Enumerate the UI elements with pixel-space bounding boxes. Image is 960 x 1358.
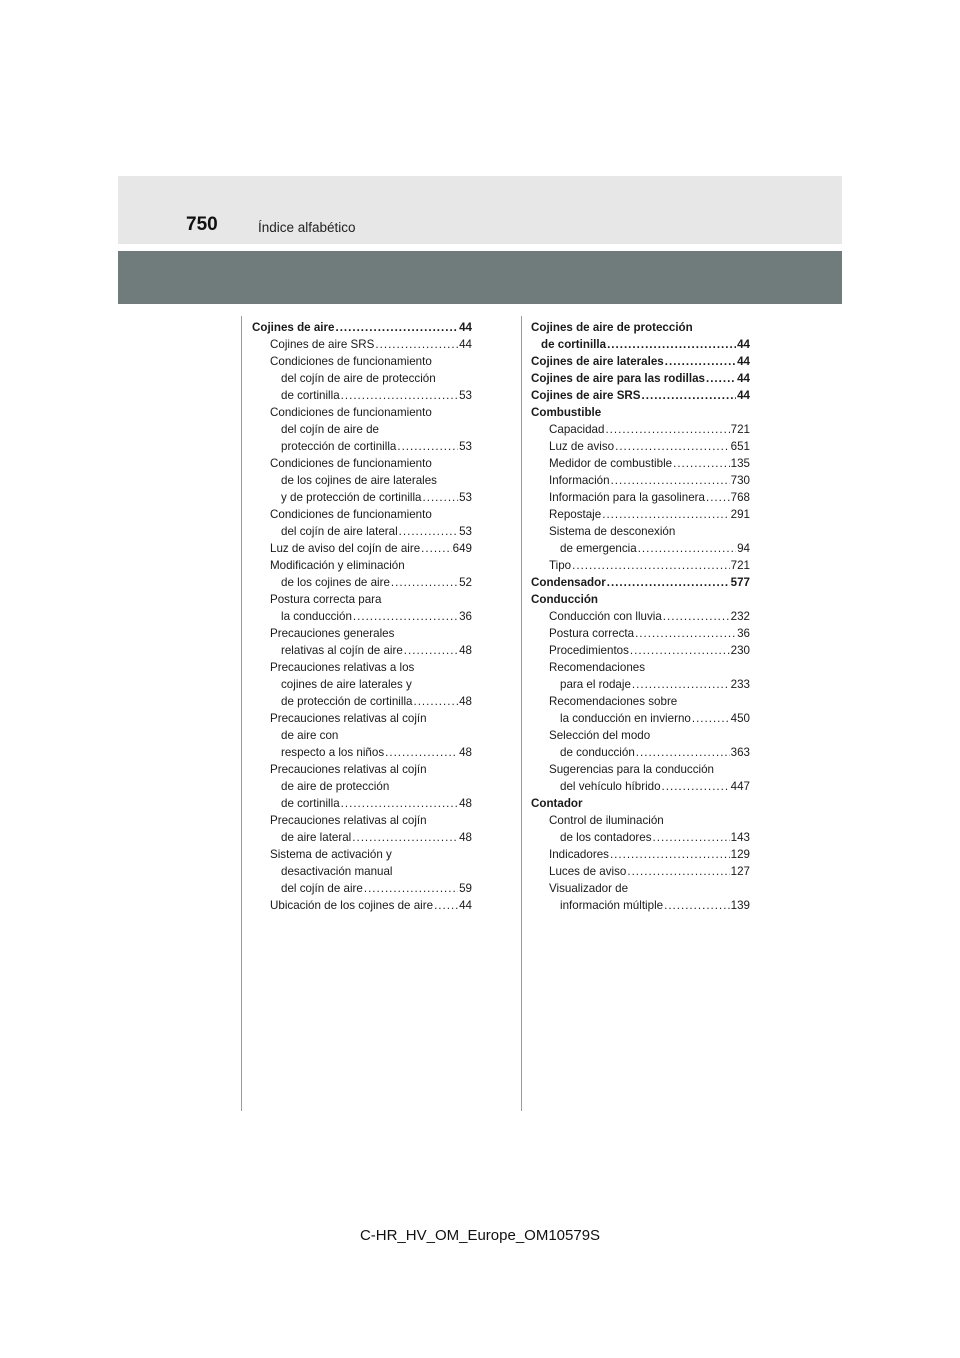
index-entry-text: protección de cortinilla <box>281 440 397 453</box>
index-entry-page[interactable]: 649 <box>452 542 472 555</box>
dot-leader <box>635 625 736 642</box>
index-entry-text: y de protección de cortinilla <box>281 491 422 504</box>
dot-leader <box>610 846 730 863</box>
index-entry-text: de los cojines de aire laterales <box>281 474 437 487</box>
index-entry-page[interactable]: 139 <box>730 899 750 912</box>
index-entry <box>531 710 750 727</box>
index-entry-text: de aire lateral <box>281 831 352 844</box>
dot-leader <box>602 506 729 523</box>
index-entry <box>252 608 472 625</box>
index-entry <box>531 540 750 557</box>
index-entry-page[interactable]: 447 <box>730 780 750 793</box>
index-entry-text: Postura correcta <box>549 627 635 640</box>
index-entry <box>252 336 472 353</box>
index-entry <box>252 489 472 506</box>
index-entry-page[interactable]: 44 <box>459 899 472 912</box>
dot-leader <box>630 642 730 659</box>
index-entry-text: Recomendaciones sobre <box>549 695 678 708</box>
index-entry-text: Condiciones de funcionamiento <box>270 508 432 521</box>
index-entry <box>252 506 472 523</box>
index-entry <box>252 829 472 846</box>
header-band <box>118 176 842 244</box>
index-entry-text: relativas al cojín de aire <box>281 644 403 657</box>
index-entry <box>531 472 750 489</box>
index-entry-page[interactable]: 651 <box>730 440 750 453</box>
dot-leader <box>611 472 730 489</box>
index-entry-text: Conducción <box>531 593 598 606</box>
index-entry-text: Luces de aviso <box>549 865 627 878</box>
index-entry <box>531 404 750 421</box>
index-entry-page[interactable]: 232 <box>730 610 750 623</box>
index-entry <box>531 421 750 438</box>
index-entry-text: del cojín de aire lateral <box>281 525 398 538</box>
index-entry-text: Cojines de aire de protección <box>531 321 693 334</box>
index-entry <box>531 846 750 863</box>
dot-leader <box>607 336 736 353</box>
index-entry-text: la conducción <box>281 610 352 623</box>
index-entry <box>531 625 750 642</box>
dot-leader <box>434 897 458 914</box>
index-entry <box>531 455 750 472</box>
index-entry-page[interactable]: 44 <box>737 389 750 402</box>
dot-leader <box>638 540 736 557</box>
index-entry-text: del cojín de aire de <box>281 423 379 436</box>
dot-leader <box>662 778 730 795</box>
dot-leader <box>664 897 730 914</box>
dot-leader <box>607 574 730 591</box>
index-entry-text: Luz de aviso <box>549 440 615 453</box>
dot-leader <box>627 863 729 880</box>
index-entry <box>531 744 750 761</box>
index-column-left <box>252 319 472 914</box>
index-entry-text: Conducción con lluvia <box>549 610 662 623</box>
index-entry-page[interactable]: 129 <box>730 848 750 861</box>
index-entry <box>252 540 472 557</box>
index-entry <box>531 336 750 353</box>
index-entry-text: Precauciones relativas a los <box>270 661 415 674</box>
index-entry <box>252 863 472 880</box>
index-entry-text: Cojines de aire SRS <box>270 338 375 351</box>
dot-leader <box>653 829 730 846</box>
center-divider <box>521 316 522 1111</box>
document-id: C-HR_HV_OM_Europe_OM10579S <box>359 1227 601 1244</box>
index-entry-text: del cojín de aire de protección <box>281 372 436 385</box>
index-entry-text: Sistema de activación y <box>270 848 392 861</box>
index-entry-page[interactable]: 53 <box>459 491 472 504</box>
index-entry <box>531 642 750 659</box>
index-entry-text: del cojín de aire <box>281 882 363 895</box>
index-entry <box>252 557 472 574</box>
index-entry <box>531 370 750 387</box>
dot-leader <box>391 574 458 591</box>
index-entry <box>252 744 472 761</box>
dot-leader <box>665 353 736 370</box>
index-entry-page[interactable]: 48 <box>459 797 472 810</box>
index-entry <box>531 727 750 744</box>
dot-leader <box>706 370 736 387</box>
index-entry-text: Cojines de aire para las rodillas <box>531 372 705 385</box>
index-entry <box>252 370 472 387</box>
index-entry-text: Ubicación de los cojines de aire <box>270 899 434 912</box>
index-entry-text: Cojines de aire <box>252 321 335 334</box>
index-entry-text: de cortinilla <box>541 338 607 351</box>
index-entry <box>252 710 472 727</box>
index-entry-text: Precauciones relativas al cojín <box>270 814 427 827</box>
index-entry-text: de aire con <box>281 729 339 742</box>
index-entry-page[interactable]: 48 <box>459 644 472 657</box>
index-entry-text: cojines de aire laterales y <box>281 678 412 691</box>
index-entry-text: de aire de protección <box>281 780 390 793</box>
dot-leader <box>385 744 458 761</box>
index-entry-page[interactable]: 48 <box>459 695 472 708</box>
index-entry-text: Postura correcta para <box>270 593 382 606</box>
dot-leader <box>692 710 730 727</box>
index-entry-page[interactable]: 44 <box>737 338 750 351</box>
index-entry-page[interactable]: 233 <box>730 678 750 691</box>
index-entry-page[interactable]: 721 <box>730 559 750 572</box>
index-entry <box>252 812 472 829</box>
index-entry-text: Combustible <box>531 406 602 419</box>
index-entry-page[interactable]: 44 <box>737 355 750 368</box>
index-entry-text: Repostaje <box>549 508 602 521</box>
index-entry-text: Condiciones de funcionamiento <box>270 457 432 470</box>
index-entry-page[interactable]: 230 <box>730 644 750 657</box>
index-entry <box>531 523 750 540</box>
index-entry <box>531 387 750 404</box>
dot-leader <box>364 880 458 897</box>
index-entry-page[interactable]: 36 <box>737 627 750 640</box>
index-entry-text: Indicadores <box>549 848 609 861</box>
index-entry-text: la conducción en invierno <box>560 712 691 725</box>
index-entry <box>531 676 750 693</box>
index-entry <box>531 863 750 880</box>
index-entry-text: de conducción <box>560 746 635 759</box>
index-entry-text: Información para la gasolinera <box>549 491 705 504</box>
index-entry-text: del vehículo híbrido <box>560 780 661 793</box>
index-entry-page[interactable]: 44 <box>459 321 472 334</box>
index-entry-text: Luz de aviso del cojín de aire <box>270 542 421 555</box>
index-entry <box>252 472 472 489</box>
index-entry-page[interactable]: 44 <box>737 372 750 385</box>
index-entry-page[interactable]: 53 <box>459 525 472 538</box>
index-entry-page[interactable]: 48 <box>459 831 472 844</box>
index-entry-page[interactable]: 36 <box>459 610 472 623</box>
index-entry <box>531 489 750 506</box>
dot-leader <box>572 557 730 574</box>
index-entry-text: de los cojines de aire <box>281 576 390 589</box>
index-entry <box>531 761 750 778</box>
index-entry <box>252 404 472 421</box>
index-entry-text: respecto a los niños <box>281 746 385 759</box>
index-entry-text: Procedimientos <box>549 644 629 657</box>
index-entry <box>252 319 472 336</box>
index-entry <box>531 574 750 591</box>
index-entry <box>252 642 472 659</box>
index-entry-text: Precauciones generales <box>270 627 395 640</box>
index-entry <box>252 897 472 914</box>
dot-leader <box>636 744 730 761</box>
index-entry-page[interactable]: 52 <box>459 576 472 589</box>
index-entry-text: Precauciones relativas al cojín <box>270 763 427 776</box>
index-entry-text: para el rodaje <box>560 678 631 691</box>
index-entry-page[interactable]: 135 <box>730 457 750 470</box>
index-entry <box>531 591 750 608</box>
dot-leader <box>673 455 730 472</box>
index-entry-text: Información <box>549 474 610 487</box>
index-entry-text: desactivación manual <box>281 865 393 878</box>
index-entry-text: de los contadores <box>560 831 652 844</box>
index-entry-page[interactable]: 59 <box>459 882 472 895</box>
dot-leader <box>663 608 730 625</box>
index-entry <box>252 659 472 676</box>
left-divider <box>241 316 242 1111</box>
index-entry-text: Condiciones de funcionamiento <box>270 355 432 368</box>
dot-leader <box>399 523 458 540</box>
index-entry-page[interactable]: 768 <box>730 491 750 504</box>
index-entry <box>531 880 750 897</box>
dot-leader <box>404 642 458 659</box>
index-entry <box>252 625 472 642</box>
index-column-right <box>531 319 750 914</box>
section-title: Índice alfabético <box>258 220 356 235</box>
index-entry-text: Contador <box>531 797 583 810</box>
index-entry <box>252 727 472 744</box>
index-entry-page[interactable]: 291 <box>730 508 750 521</box>
index-entry <box>252 693 472 710</box>
dot-leader <box>352 829 458 846</box>
dot-leader <box>423 489 459 506</box>
index-entry <box>252 353 472 370</box>
index-entry <box>252 846 472 863</box>
dot-leader <box>341 795 458 812</box>
index-entry <box>531 319 750 336</box>
dot-leader <box>341 387 458 404</box>
dot-leader <box>706 489 730 506</box>
index-entry <box>252 574 472 591</box>
index-entry <box>531 438 750 455</box>
index-entry <box>252 421 472 438</box>
index-entry-page[interactable]: 53 <box>459 440 472 453</box>
index-entry-page[interactable]: 44 <box>459 338 472 351</box>
index-entry <box>531 778 750 795</box>
index-entry-text: Cojines de aire laterales <box>531 355 664 368</box>
index-entry <box>531 693 750 710</box>
index-entry-text: Cojines de aire SRS <box>531 389 641 402</box>
index-entry-page[interactable]: 53 <box>459 389 472 402</box>
index-entry-page[interactable]: 577 <box>730 576 750 589</box>
index-entry-text: Control de iluminación <box>549 814 664 827</box>
index-entry-page[interactable]: 127 <box>730 865 750 878</box>
index-entry-page[interactable]: 48 <box>459 746 472 759</box>
index-entry-text: de cortinilla <box>281 797 340 810</box>
dot-leader <box>632 676 730 693</box>
dot-leader <box>375 336 458 353</box>
index-entry <box>531 795 750 812</box>
index-entry-text: Precauciones relativas al cojín <box>270 712 427 725</box>
index-entry-text: Medidor de combustible <box>549 457 673 470</box>
index-entry-page[interactable]: 730 <box>730 474 750 487</box>
index-entry-text: de protección de cortinilla <box>281 695 413 708</box>
index-entry-page[interactable]: 721 <box>730 423 750 436</box>
index-entry-page[interactable]: 94 <box>737 542 750 555</box>
index-entry-page[interactable]: 450 <box>730 712 750 725</box>
index-entry <box>531 353 750 370</box>
index-entry <box>252 455 472 472</box>
index-entry <box>252 591 472 608</box>
dot-leader <box>421 540 451 557</box>
index-entry <box>531 659 750 676</box>
index-entry <box>252 438 472 455</box>
index-entry <box>531 897 750 914</box>
index-entry <box>252 676 472 693</box>
index-entry <box>531 829 750 846</box>
index-entry <box>531 506 750 523</box>
index-entry-text: de emergencia <box>560 542 637 555</box>
index-entry-text: Tipo <box>549 559 572 572</box>
index-entry-text: Capacidad <box>549 423 605 436</box>
index-entry-page[interactable]: 363 <box>730 746 750 759</box>
dot-leader <box>642 387 737 404</box>
dot-leader <box>335 319 458 336</box>
dot-leader <box>615 438 730 455</box>
index-entry <box>252 761 472 778</box>
index-entry <box>252 795 472 812</box>
dot-leader <box>397 438 458 455</box>
dot-leader <box>605 421 729 438</box>
index-entry-text: Condiciones de funcionamiento <box>270 406 432 419</box>
index-entry <box>531 608 750 625</box>
index-entry-text: Sistema de desconexión <box>549 525 676 538</box>
index-entry <box>252 387 472 404</box>
index-entry-text: Modificación y eliminación <box>270 559 405 572</box>
index-entry-text: información múltiple <box>560 899 664 912</box>
index-entry-text: de cortinilla <box>281 389 340 402</box>
index-entry-text: Visualizador de <box>549 882 629 895</box>
dot-leader <box>353 608 458 625</box>
index-entry <box>252 523 472 540</box>
dot-leader <box>413 693 458 710</box>
index-entry <box>252 778 472 795</box>
page-number: 750 <box>186 214 218 235</box>
index-entry <box>531 557 750 574</box>
index-entry-text: Sugerencias para la conducción <box>549 763 714 776</box>
index-entry <box>252 880 472 897</box>
index-entry-text: Recomendaciones <box>549 661 646 674</box>
index-entry <box>531 812 750 829</box>
index-entry-page[interactable]: 143 <box>730 831 750 844</box>
header-dark-band <box>118 251 842 304</box>
index-entry-text: Selección del modo <box>549 729 651 742</box>
index-entry-text: Condensador <box>531 576 606 589</box>
